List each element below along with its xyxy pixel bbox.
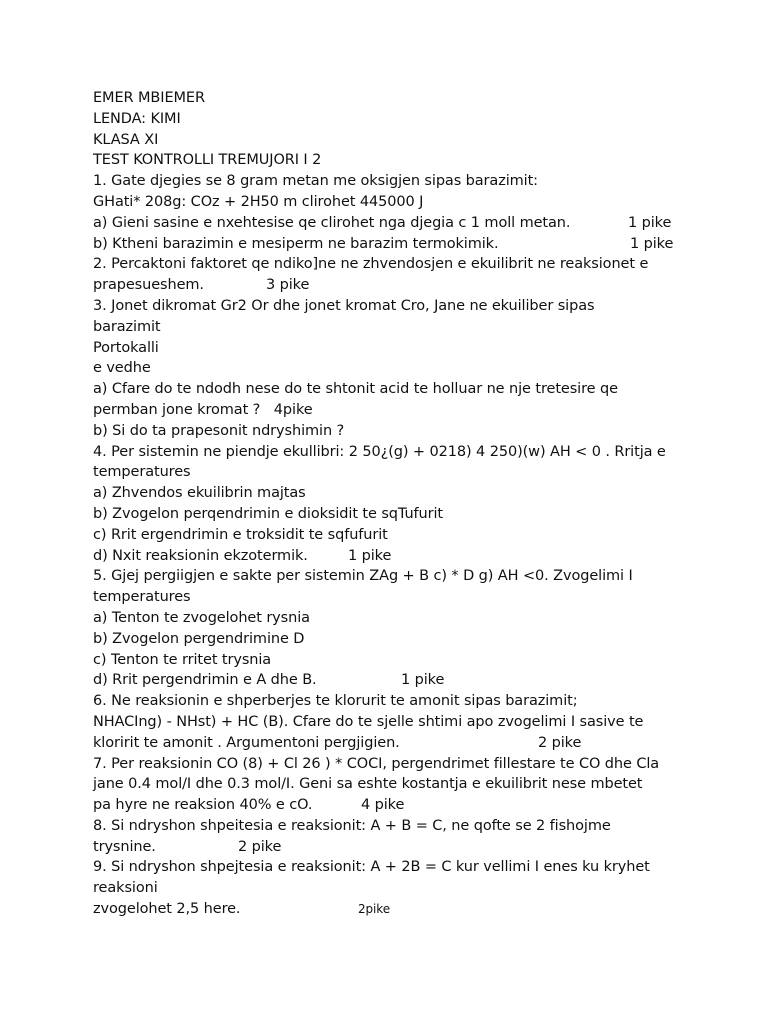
document-line xyxy=(93,213,753,234)
line-text: EMER MBIEMER xyxy=(93,90,205,106)
line-text: e vedhe xyxy=(93,360,151,377)
document-line xyxy=(93,504,753,525)
document-line xyxy=(93,857,753,878)
line-text: c) Rrit ergendrimin e troksidit te sqfufurit xyxy=(93,526,388,543)
line-text: b) Si do ta prapesonit ndryshimin ? xyxy=(93,422,345,439)
document-line xyxy=(93,733,753,754)
document-line xyxy=(93,254,753,275)
document-line xyxy=(93,754,753,775)
document-line xyxy=(93,109,753,130)
line-text: TEST KONTROLLI TREMUJORI I 2 xyxy=(93,152,322,169)
document-line xyxy=(93,629,753,650)
line-text: 7. Per reaksionin CO (8) + Cl 26 ) * COCI, pergendrimet fillestare te CO dhe Cla xyxy=(93,755,660,772)
document-line xyxy=(93,296,753,317)
points-label: 3 pike xyxy=(266,277,310,294)
document-line xyxy=(93,691,753,712)
document-line xyxy=(93,837,753,858)
document-line xyxy=(93,608,753,629)
line-text: temperatures xyxy=(93,464,191,481)
line-text: kloririt te amonit . Argumentoni pergjigien. xyxy=(93,734,400,751)
line-text: b) Ktheni barazimin e mesiperm ne barazim termokimik. xyxy=(93,235,499,252)
line-text: GHati* 208g: COz + 2H50 m clirohet 445000 J xyxy=(93,193,424,210)
document-line xyxy=(93,317,753,338)
line-text: barazimit xyxy=(93,318,161,335)
line-text: permban jone kromat ? 4pike xyxy=(93,401,313,418)
points-label: 4 pike xyxy=(361,797,405,814)
line-text: trysnine. xyxy=(93,838,156,855)
line-text: 8. Si ndryshon shpeitesia e reaksionit: A + B = C, ne qofte se 2 fishojme xyxy=(93,817,611,834)
document-line xyxy=(93,150,753,171)
points-label: 1 pike xyxy=(348,547,392,564)
line-text: b) Zvogelon perqendrimin e dioksidit te sqTufurit xyxy=(93,505,444,522)
document-line xyxy=(93,192,753,213)
line-text: pa hyre ne reaksion 40% e cO. xyxy=(93,797,313,814)
document-line xyxy=(93,774,753,795)
document-line xyxy=(93,795,753,816)
line-text: d) Nxit reaksionin ekzotermik. xyxy=(93,547,308,564)
document-line xyxy=(93,358,753,379)
line-text: zvogelohet 2,5 here. xyxy=(93,901,241,918)
line-text: 3. Jonet dikromat Gr2 Or dhe jonet kromat Cro, Jane ne ekuiliber sipas xyxy=(93,297,595,314)
line-text: d) Rrit pergendrimin e A dhe B. xyxy=(93,672,317,689)
document-line xyxy=(93,899,753,920)
document-line xyxy=(93,421,753,442)
line-text: 6. Ne reaksionin e shperberjes te klorurit te amonit sipas barazimit; xyxy=(93,693,578,710)
document-line xyxy=(93,379,753,400)
line-text: 1. Gate djegies se 8 gram metan me oksigjen sipas barazimit: xyxy=(93,173,538,190)
document-line xyxy=(93,462,753,483)
line-text: prapesueshem. xyxy=(93,277,204,294)
document-line xyxy=(93,483,753,504)
line-text: 4. Per sistemin ne piendje ekullibri: 2 50¿(g) + 0218) 4 250)(w) AH < 0 . Rritja e xyxy=(93,443,666,460)
document-line xyxy=(93,878,753,899)
line-text: 5. Gjej pergiigjen e sakte per sistemin ZAg + B c) * D g) AH <0. Zvogelimi I xyxy=(93,568,633,585)
points-label: 1 pike xyxy=(628,214,672,231)
points-label: 2 pike xyxy=(238,838,282,855)
document-line xyxy=(93,338,753,359)
line-text: a) Zhvendos ekuilibrin majtas xyxy=(93,485,306,502)
document-line xyxy=(93,442,753,463)
document-line xyxy=(93,88,753,109)
document-line xyxy=(93,566,753,587)
line-text: 9. Si ndryshon shpejtesia e reaksionit: A + 2B = C kur vellimi I enes ku kryhet xyxy=(93,859,650,876)
points-label: 2pike xyxy=(358,902,390,917)
line-text: a) Cfare do te ndodh nese do te shtonit acid te holluar ne nje tretesire qe xyxy=(93,381,618,398)
line-text: b) Zvogelon pergendrimine D xyxy=(93,630,305,647)
line-text: NHACIng) - NHst) + HC (B). Cfare do te sjelle shtimi apo zvogelimi I sasive te xyxy=(93,713,644,730)
document-line xyxy=(93,587,753,608)
line-text: temperatures xyxy=(93,589,191,606)
points-label: 1 pike xyxy=(401,672,445,689)
document-line xyxy=(93,525,753,546)
document-line xyxy=(93,816,753,837)
document-line xyxy=(93,546,753,567)
document-line xyxy=(93,400,753,421)
document-page xyxy=(93,88,753,920)
points-label: 1 pike xyxy=(630,235,674,252)
document-line xyxy=(93,171,753,192)
line-text: a) Gieni sasine e nxehtesise qe clirohet nga djegia c 1 moll metan. xyxy=(93,214,571,231)
points-label: 2 pike xyxy=(538,734,582,751)
document-line xyxy=(93,712,753,733)
line-text: a) Tenton te zvogelohet rysnia xyxy=(93,609,310,626)
document-line xyxy=(93,130,753,151)
line-text: c) Tenton te rritet trysnia xyxy=(93,651,272,668)
document-line xyxy=(93,234,753,255)
document-line xyxy=(93,650,753,671)
document-line xyxy=(93,275,753,296)
document-line xyxy=(93,670,753,691)
line-text: 2. Percaktoni faktoret qe ndiko]ne ne zhvendosjen e ekuilibrit ne reaksionet e xyxy=(93,256,649,273)
line-text: Portokalli xyxy=(93,339,159,356)
line-text: KLASA XI xyxy=(93,131,159,148)
line-text: reaksioni xyxy=(93,880,158,897)
line-text: jane 0.4 mol/I dhe 0.3 mol/I. Geni sa eshte kostantja e ekuilibrit nese mbetet xyxy=(93,776,643,793)
line-text: LENDA: KIMI xyxy=(93,110,181,127)
